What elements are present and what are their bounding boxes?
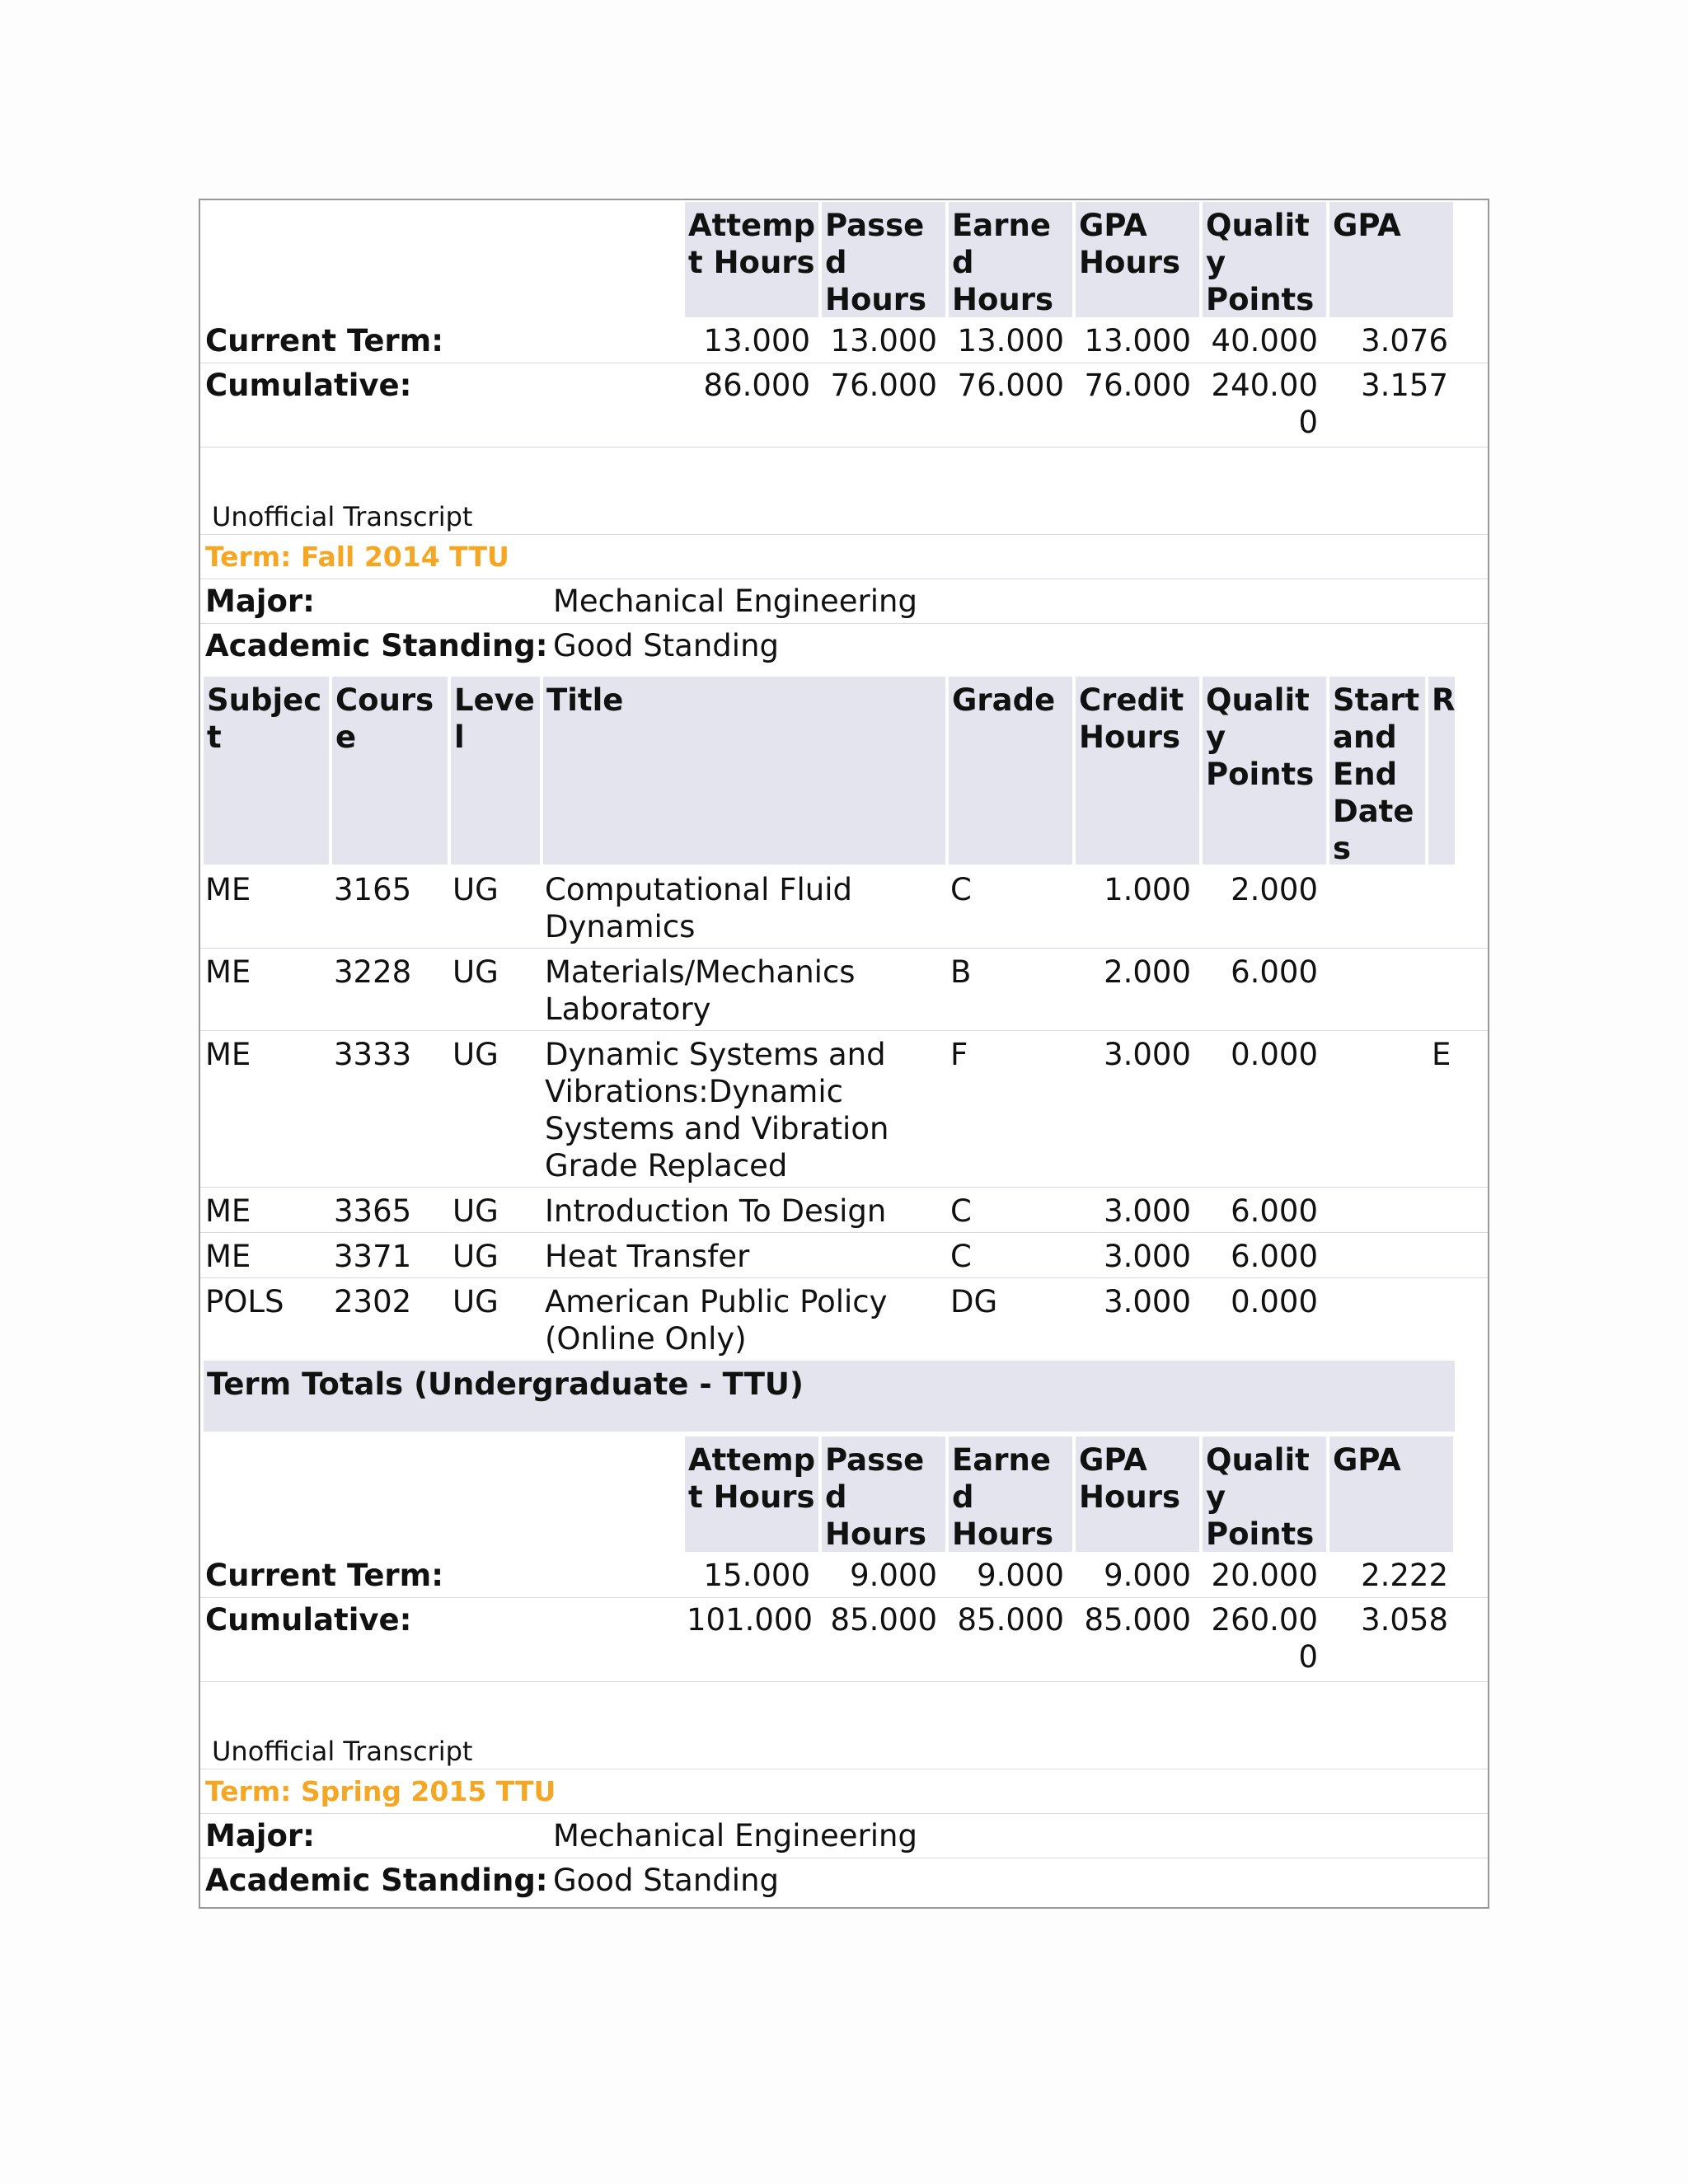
standing-label: Academic Standing: <box>205 1863 548 1898</box>
level: UG <box>452 872 499 907</box>
major-row <box>200 579 1488 624</box>
title: American Public Policy (Online Only) <box>545 1284 888 1357</box>
credit-hours: 3.000 <box>1104 1239 1191 1274</box>
hdr-title: Title <box>543 677 945 865</box>
hdr-quality-points: Qualit y Points <box>1203 677 1326 865</box>
course-number: 3365 <box>334 1193 412 1229</box>
course-row <box>200 949 1488 1031</box>
quality-points: 0.000 <box>1231 1284 1318 1319</box>
cell: 3.157 <box>1361 368 1448 403</box>
hdr-attempt-hours: Attemp t Hours <box>685 202 818 317</box>
grade: DG <box>950 1284 998 1319</box>
hdr-quality-points: Qualit y Points <box>1203 202 1326 317</box>
standing-row <box>200 624 1488 668</box>
major-label: Major: <box>205 583 315 619</box>
title: Computational Fluid Dynamics <box>545 872 852 944</box>
cell: 260.000 <box>1211 1602 1318 1675</box>
cell: 85.000 <box>830 1602 937 1638</box>
grade: C <box>950 1193 972 1229</box>
standing-value: Good Standing <box>553 628 780 663</box>
hdr-start-end-dates: Start and End Date s <box>1329 677 1425 865</box>
term-heading: Term: Fall 2014 TTU <box>205 541 509 573</box>
cell: 13.000 <box>1084 323 1191 359</box>
cell: 85.000 <box>1084 1602 1191 1638</box>
current-term-row <box>200 1554 1488 1598</box>
major-label: Major: <box>205 1818 315 1854</box>
r-flag: E <box>1432 1037 1451 1072</box>
course-row <box>200 1188 1488 1233</box>
cell: 76.000 <box>830 368 937 403</box>
grade: C <box>950 872 972 907</box>
unofficial-transcript-label: Unofficial Transcript <box>212 1736 473 1767</box>
major-row <box>200 1814 1488 1858</box>
subject: ME <box>205 954 251 990</box>
credit-hours: 3.000 <box>1104 1284 1191 1319</box>
hdr-gpa-hours: GPA Hours <box>1076 1436 1199 1552</box>
subject: ME <box>205 872 251 907</box>
credit-hours: 1.000 <box>1104 872 1191 907</box>
cell: 76.000 <box>957 368 1064 403</box>
credit-hours: 3.000 <box>1104 1037 1191 1072</box>
hdr-grade: Grade <box>949 677 1072 865</box>
course-number: 3333 <box>334 1037 412 1072</box>
cell: 13.000 <box>703 323 810 359</box>
hdr-credit-hours: Credit Hours <box>1076 677 1199 865</box>
transcript-frame <box>199 199 1489 1909</box>
hdr-quality-points: Qualit y Points <box>1203 1436 1326 1552</box>
cell: 3.076 <box>1361 323 1448 359</box>
quality-points: 2.000 <box>1231 872 1318 907</box>
course-row <box>200 1278 1488 1361</box>
term-heading: Term: Spring 2015 TTU <box>205 1775 556 1807</box>
hdr-passed-hours: Passe d Hours <box>822 202 945 317</box>
subject: ME <box>205 1239 251 1274</box>
cell: 9.000 <box>977 1558 1064 1593</box>
unofficial-transcript-label: Unofficial Transcript <box>212 501 473 532</box>
hdr-attempt-hours: Attemp t Hours <box>685 1436 818 1552</box>
quality-points: 6.000 <box>1231 1193 1318 1229</box>
quality-points: 6.000 <box>1231 954 1318 990</box>
cell: 85.000 <box>957 1602 1064 1638</box>
cell: 40.000 <box>1211 323 1318 359</box>
course-number: 2302 <box>334 1284 412 1319</box>
cell: 20.000 <box>1211 1558 1318 1593</box>
hdr-earned-hours: Earne d Hours <box>949 1436 1072 1552</box>
hdr-earned-hours: Earne d Hours <box>949 202 1072 317</box>
cell: 2.222 <box>1361 1558 1448 1593</box>
current-term-row <box>200 319 1488 363</box>
cell: 3.058 <box>1361 1602 1448 1638</box>
cell: 13.000 <box>957 323 1064 359</box>
cumulative-row <box>200 363 1488 448</box>
cell: 76.000 <box>1084 368 1191 403</box>
current-term-label: Current Term: <box>205 323 444 359</box>
subject: POLS <box>205 1284 284 1319</box>
hdr-course: Cours e <box>332 677 448 865</box>
course-number: 3165 <box>334 872 412 907</box>
current-term-label: Current Term: <box>205 1558 444 1593</box>
course-number: 3371 <box>334 1239 412 1274</box>
credit-hours: 3.000 <box>1104 1193 1191 1229</box>
cell: 101.000 <box>687 1602 814 1638</box>
cumulative-label: Cumulative: <box>205 1602 412 1638</box>
major-value: Mechanical Engineering <box>553 1818 917 1854</box>
level: UG <box>452 1284 499 1319</box>
grade: F <box>950 1037 968 1072</box>
cell: 9.000 <box>850 1558 937 1593</box>
level: UG <box>452 954 499 990</box>
grade: C <box>950 1239 972 1274</box>
quality-points: 0.000 <box>1231 1037 1318 1072</box>
title: Materials/Mechanics Laboratory <box>545 954 856 1027</box>
title: Introduction To Design <box>545 1193 887 1229</box>
grade: B <box>950 954 972 990</box>
standing-row <box>200 1858 1488 1906</box>
title: Dynamic Systems and Vibrations:Dynamic Systems and Vibration Grade Replaced <box>545 1037 889 1183</box>
level: UG <box>452 1037 499 1072</box>
term-row <box>200 535 1488 579</box>
credit-hours: 2.000 <box>1104 954 1191 990</box>
hdr-r: R <box>1428 677 1455 865</box>
hdr-passed-hours: Passe d Hours <box>822 1436 945 1552</box>
cell: 15.000 <box>703 1558 810 1593</box>
hdr-gpa: GPA <box>1329 202 1453 317</box>
term-totals-heading: Term Totals (Undergraduate - TTU) <box>204 1361 1455 1432</box>
cumulative-label: Cumulative: <box>205 368 412 403</box>
subject: ME <box>205 1037 251 1072</box>
subject: ME <box>205 1193 251 1229</box>
major-value: Mechanical Engineering <box>553 583 917 619</box>
quality-points: 6.000 <box>1231 1239 1318 1274</box>
course-number: 3228 <box>334 954 412 990</box>
course-row <box>200 1031 1488 1188</box>
level: UG <box>452 1193 499 1229</box>
term-row <box>200 1769 1488 1814</box>
hdr-subject: Subjec t <box>204 677 329 865</box>
standing-label: Academic Standing: <box>205 628 548 663</box>
cell: 9.000 <box>1104 1558 1191 1593</box>
cell: 13.000 <box>830 323 937 359</box>
course-row <box>200 1233 1488 1278</box>
cell: 240.000 <box>1211 368 1318 440</box>
cell: 86.000 <box>703 368 810 403</box>
hdr-gpa-hours: GPA Hours <box>1076 202 1199 317</box>
standing-value: Good Standing <box>553 1863 780 1898</box>
hdr-gpa: GPA <box>1329 1436 1453 1552</box>
title: Heat Transfer <box>545 1239 750 1274</box>
cumulative-row <box>200 1598 1488 1682</box>
hdr-level: Leve l <box>451 677 540 865</box>
level: UG <box>452 1239 499 1274</box>
course-row <box>200 866 1488 949</box>
